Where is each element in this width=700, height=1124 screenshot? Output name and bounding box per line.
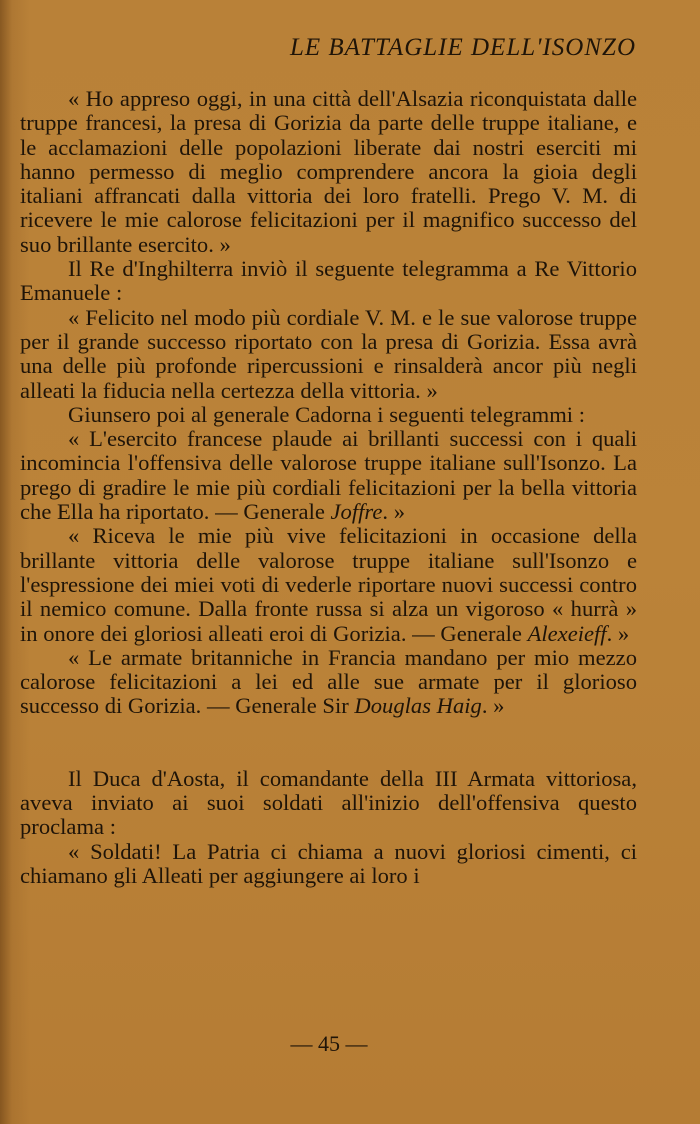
text-run: Il Duca d'Aosta, il comandante della III Armata vittoriosa, aveva inviato ai suoi soldati all'inizio dell'offensiva questo proclama : (20, 765, 637, 840)
text-run: . » (382, 499, 405, 525)
page-number: — 45 — (290, 1031, 368, 1056)
running-title: LE BATTAGLIE DELL'ISONZO (289, 34, 636, 61)
text-run: « Felicito nel modo più cordiale V. M. e le sue valorose truppe per il grande successo riportato con la presa di Gorizia. Essa avrà una delle più profonde ripercussioni e rinsalderà ancor più negli alleati la fiducia nella certezza della vittoria. » (20, 304, 637, 403)
text-run: « L'esercito francese plaude ai brillanti successi con i quali incomincia l'offensiva delle valorose truppe italiane sull'Isonzo. La prego di gradire le mie più cordiali felicitazioni per la bella vittoria che Ella ha riportato. — Generale (20, 426, 637, 525)
text-run: . » (606, 620, 630, 646)
body-text (20, 87, 637, 888)
text-run: . » (481, 693, 505, 719)
italic-name: Alexeieff (527, 620, 607, 646)
italic-name: Douglas Haig (354, 693, 482, 719)
text-run: « Ho appreso oggi, in una città dell'Alsazia riconquistata dalle truppe francesi, la presa di Gorizia da parte delle truppe italiane, e le acclamazioni delle popolazioni liberate dai nostri eserciti mi hanno permesso di meglio comprendere ancora la gioia degli italiani affrancati dalla vittoria dei loro fratelli. Prego V. M. di ricevere le mie calorose felicitazioni per il magnifico successo del suo brillante esercito. » (20, 86, 637, 257)
paragraph (20, 403, 637, 427)
text-run: « Le armate britanniche in Francia mandano per mio mezzo calorose felicitazioni a lei ed alle sue armate per il glorioso successo di Gorizia. — Generale Sir (20, 644, 637, 719)
text-run: Giunsero poi al generale Cadorna i seguenti telegrammi : (68, 401, 585, 427)
paragraph (20, 840, 637, 889)
paragraph (20, 257, 637, 306)
paragraph (20, 306, 637, 403)
text-run: « Riceva le mie più vive felicitazioni in occasione della brillante vittoria delle valorose truppe italiane sull'Isonzo e l'espressione dei miei voti di vederle riportare nuovi successi contro il nemico comune. Dalla fronte russa si alza un vigoroso « hurrà » in onore dei gloriosi alleati eroi di Gorizia. — Generale (20, 523, 637, 646)
text-run: « Soldati! La Patria ci chiama a nuovi gloriosi cimenti, ci chiamano gli Alleati per aggiungere ai loro i (20, 838, 637, 888)
paragraph (20, 427, 637, 524)
text-run: Il Re d'Inghilterra inviò il seguente telegramma a Re Vittorio Emanuele : (20, 256, 637, 306)
italic-name: Joffre (330, 499, 383, 525)
paragraph (20, 524, 637, 645)
paragraph (20, 87, 637, 257)
paragraph (20, 767, 637, 840)
paragraph (20, 646, 637, 719)
